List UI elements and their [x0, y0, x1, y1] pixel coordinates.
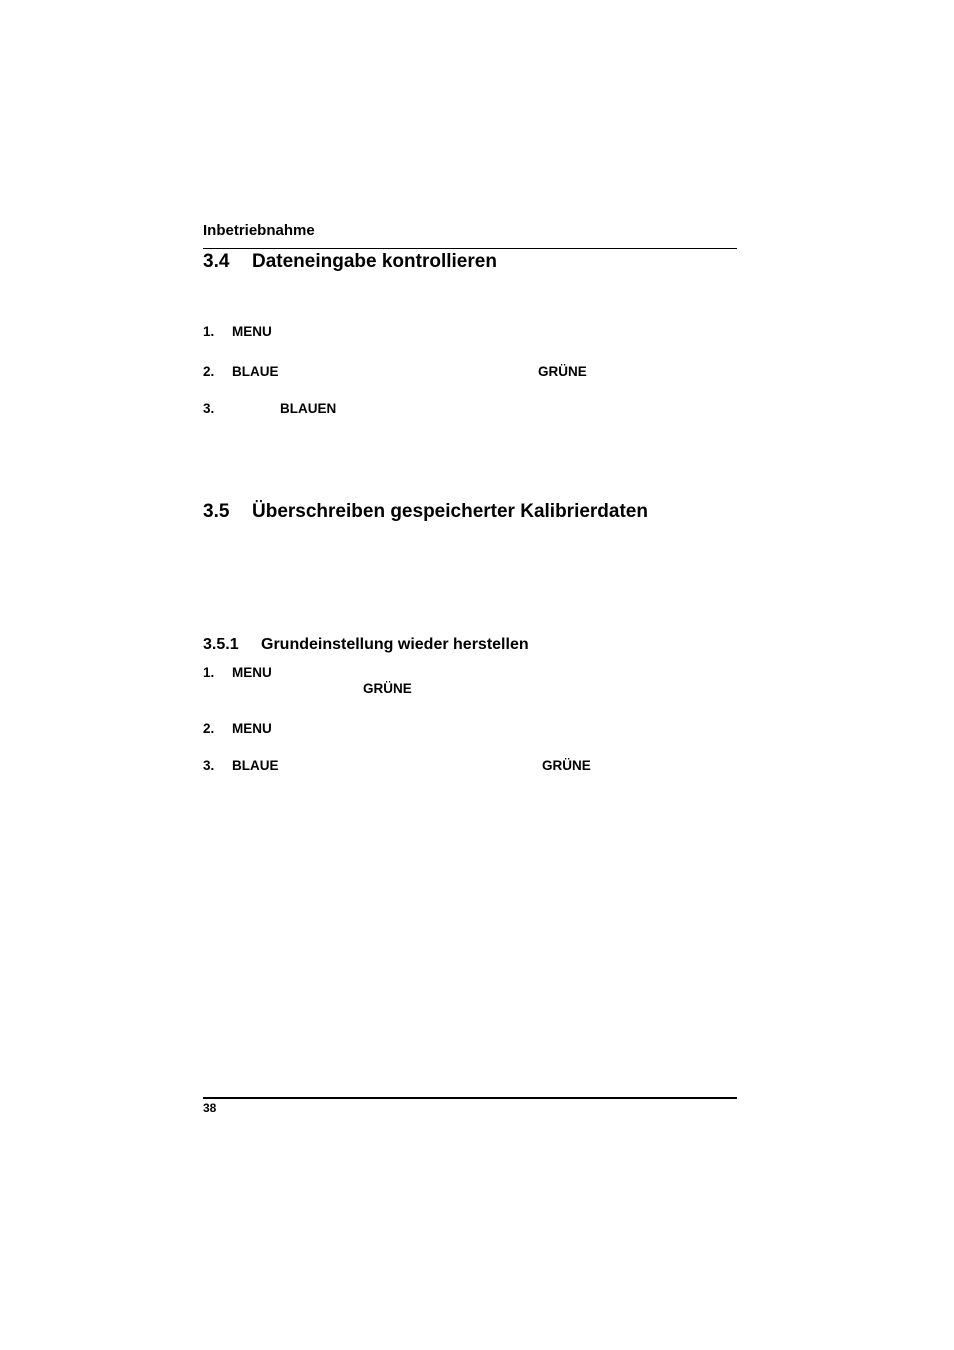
section-title: Dateneingabe kontrollieren [252, 251, 497, 272]
keyword-blaue: BLAUE [232, 364, 279, 379]
keyword-blaue: BLAUE [232, 758, 279, 773]
keyword-gruene: GRÜNE [538, 364, 587, 379]
running-header: Inbetriebnahme [203, 222, 315, 239]
footer-rule [203, 1097, 737, 1099]
step-number: 1. [203, 324, 215, 339]
section-number: 3.5 [203, 501, 230, 522]
section-title: Überschreiben gespeicherter Kalibrierdaten [252, 501, 648, 522]
keyword-blauen: BLAUEN [280, 401, 337, 416]
section-number: 3.4 [203, 251, 230, 272]
keyword-gruene: GRÜNE [542, 758, 591, 773]
header-rule [203, 248, 737, 249]
keyword-gruene: GRÜNE [363, 681, 412, 696]
keyword-menu: MENU [232, 721, 272, 736]
keyword-menu: MENU [232, 324, 272, 339]
step-number: 2. [203, 364, 215, 379]
keyword-menu: MENU [232, 665, 272, 680]
subsection-number: 3.5.1 [203, 636, 239, 653]
page-number: 38 [203, 1101, 217, 1115]
section-heading-3-4 [203, 251, 497, 273]
step-number: 3. [203, 758, 215, 773]
step-number: 3. [203, 401, 215, 416]
subsection-title: Grundeinstellung wieder herstellen [261, 636, 529, 653]
subsection-heading-3-5-1 [203, 636, 529, 654]
section-heading-3-5 [203, 501, 648, 523]
step-number: 2. [203, 721, 215, 736]
step-number: 1. [203, 665, 215, 680]
